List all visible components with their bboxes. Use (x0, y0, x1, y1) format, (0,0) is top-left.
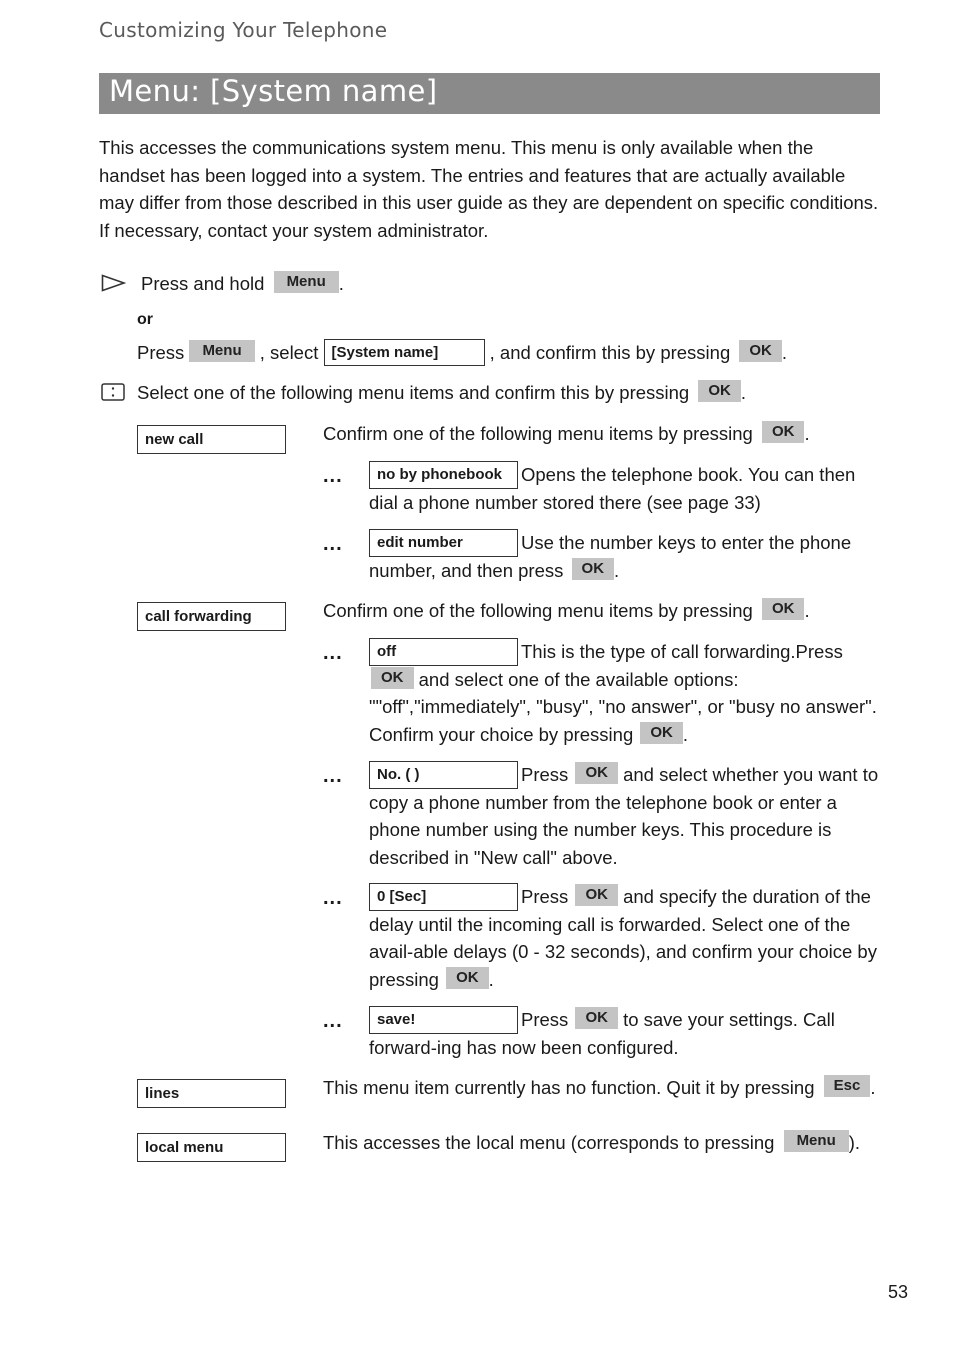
alt-confirm-text: , and confirm this by pressing (489, 342, 731, 363)
delay-text-a: Press (521, 886, 569, 907)
step-press-hold-text: Press and hold (141, 273, 265, 294)
ok-key: OK (575, 1007, 618, 1029)
ok-key: OK (739, 340, 782, 362)
edit-number-end: . (614, 559, 620, 581)
menu-item-new-call: new call (137, 425, 286, 454)
ellipsis-marker: ... (323, 765, 343, 787)
lines-description (323, 1074, 875, 1102)
save-description (369, 1006, 881, 1061)
number-description (369, 761, 881, 871)
number-text-b: and select whether you want to copy a phone number from the telephone book or enter a phone number using the number keys. This procedure is described in "New call" above. (369, 764, 879, 868)
menu-key: Menu (784, 1130, 849, 1152)
ok-key: OK (762, 598, 805, 620)
ok-key: OK (640, 722, 683, 744)
menu-key-icon (101, 274, 126, 292)
step-select-text: Select one of the following menu items and confirm this by pressing (137, 382, 690, 403)
edit-number-text: Use the number keys to enter the phone number, and then press (369, 532, 852, 581)
ellipsis-marker: ... (323, 642, 343, 664)
delay-text-b: and specify the duration of the delay until the incoming call is forwarded. Select one of the avail-able delays (0 - 32 seconds), and confirm your choice by pressing (369, 886, 877, 990)
local-menu-description (323, 1129, 860, 1157)
step-select (137, 379, 746, 407)
submenu-off: off (369, 638, 518, 666)
step-press-hold (141, 270, 344, 298)
ok-key: OK (572, 558, 615, 580)
number-text-a: Press (521, 764, 569, 785)
lines-end: . (870, 1077, 876, 1098)
submenu-number: No. ( ) (369, 761, 518, 789)
delay-description (369, 883, 881, 993)
new-call-description: Confirm one of the following menu items by pressing OK . (323, 423, 810, 444)
section-header: Customizing Your Telephone (99, 18, 388, 42)
esc-key: Esc (824, 1075, 871, 1097)
submenu-edit-number: edit number (369, 529, 518, 557)
edit-number-description (369, 529, 881, 584)
intro-paragraph: This accesses the communications system menu. This menu is only available when the handset has been logged into a system. The entries and features that are actually available may differ from those described in this user guide as they are dependent on specific conditions. If necessary, contact your system administrator. (99, 137, 879, 241)
call-forwarding-description: Confirm one of the following menu items by pressing OK . (323, 600, 810, 621)
alt-select-text: , select (259, 342, 319, 363)
navigation-key-icon (101, 383, 126, 402)
step-select-end: . (740, 382, 746, 403)
ellipsis-marker: ... (323, 533, 343, 555)
ok-key: OK (371, 667, 414, 689)
new-call-text: Confirm one of the following menu items by pressing (323, 423, 753, 444)
alt-end: . (781, 342, 788, 363)
menu-item-lines: lines (137, 1079, 286, 1108)
submenu-no-by-phonebook: no by phonebook (369, 461, 518, 489)
submenu-delay-seconds: 0 [Sec] (369, 883, 518, 911)
ellipsis-marker: ... (323, 887, 343, 909)
off-text-b: and select one of the available options: ""off","immediately", "busy", "no answer", or "busy no answer". Confirm your choice by pressing (369, 668, 877, 745)
ok-key: OK (762, 421, 805, 443)
lines-text: This menu item currently has no function. Quit it by pressing (323, 1077, 815, 1098)
save-text-b: to save your settings. Call forward-ing has now been configured. (369, 1009, 835, 1058)
menu-key: Menu (274, 271, 339, 293)
ellipsis-marker: ... (323, 465, 343, 487)
menu-key: Menu (189, 340, 254, 362)
ellipsis-marker: ... (323, 1010, 343, 1032)
local-menu-text: This accesses the local menu (corresponds to pressing (323, 1132, 775, 1153)
step-press-hold-end: . (338, 273, 344, 294)
menu-item-call-forwarding: call forwarding (137, 602, 286, 631)
off-text-c: . (682, 723, 689, 745)
title-bar (99, 73, 880, 114)
ok-key: OK (575, 762, 618, 784)
ok-key: OK (698, 380, 741, 402)
ok-key: OK (446, 967, 489, 989)
ok-key: OK (575, 884, 618, 906)
alt-press-text: Press (137, 342, 185, 363)
page-title: Menu: [System name] (109, 74, 438, 108)
delay-text-c: . (488, 968, 494, 990)
alt-instruction (137, 339, 787, 368)
off-description (369, 638, 881, 748)
system-name-display: [System name] (324, 339, 485, 366)
menu-item-local-menu: local menu (137, 1133, 286, 1162)
save-text-a: Press (521, 1009, 569, 1030)
call-forwarding-text: Confirm one of the following menu items by pressing (323, 600, 753, 621)
page-number: 53 (887, 1282, 908, 1302)
no-by-phonebook-description: Opens the telephone book. You can then dial a phone number stored there (see page 33) (369, 464, 856, 513)
or-label: or (137, 311, 153, 328)
off-text-a: This is the type of call forwarding.Press (521, 641, 843, 662)
submenu-save: save! (369, 1006, 518, 1034)
local-menu-end: ). (848, 1132, 861, 1153)
